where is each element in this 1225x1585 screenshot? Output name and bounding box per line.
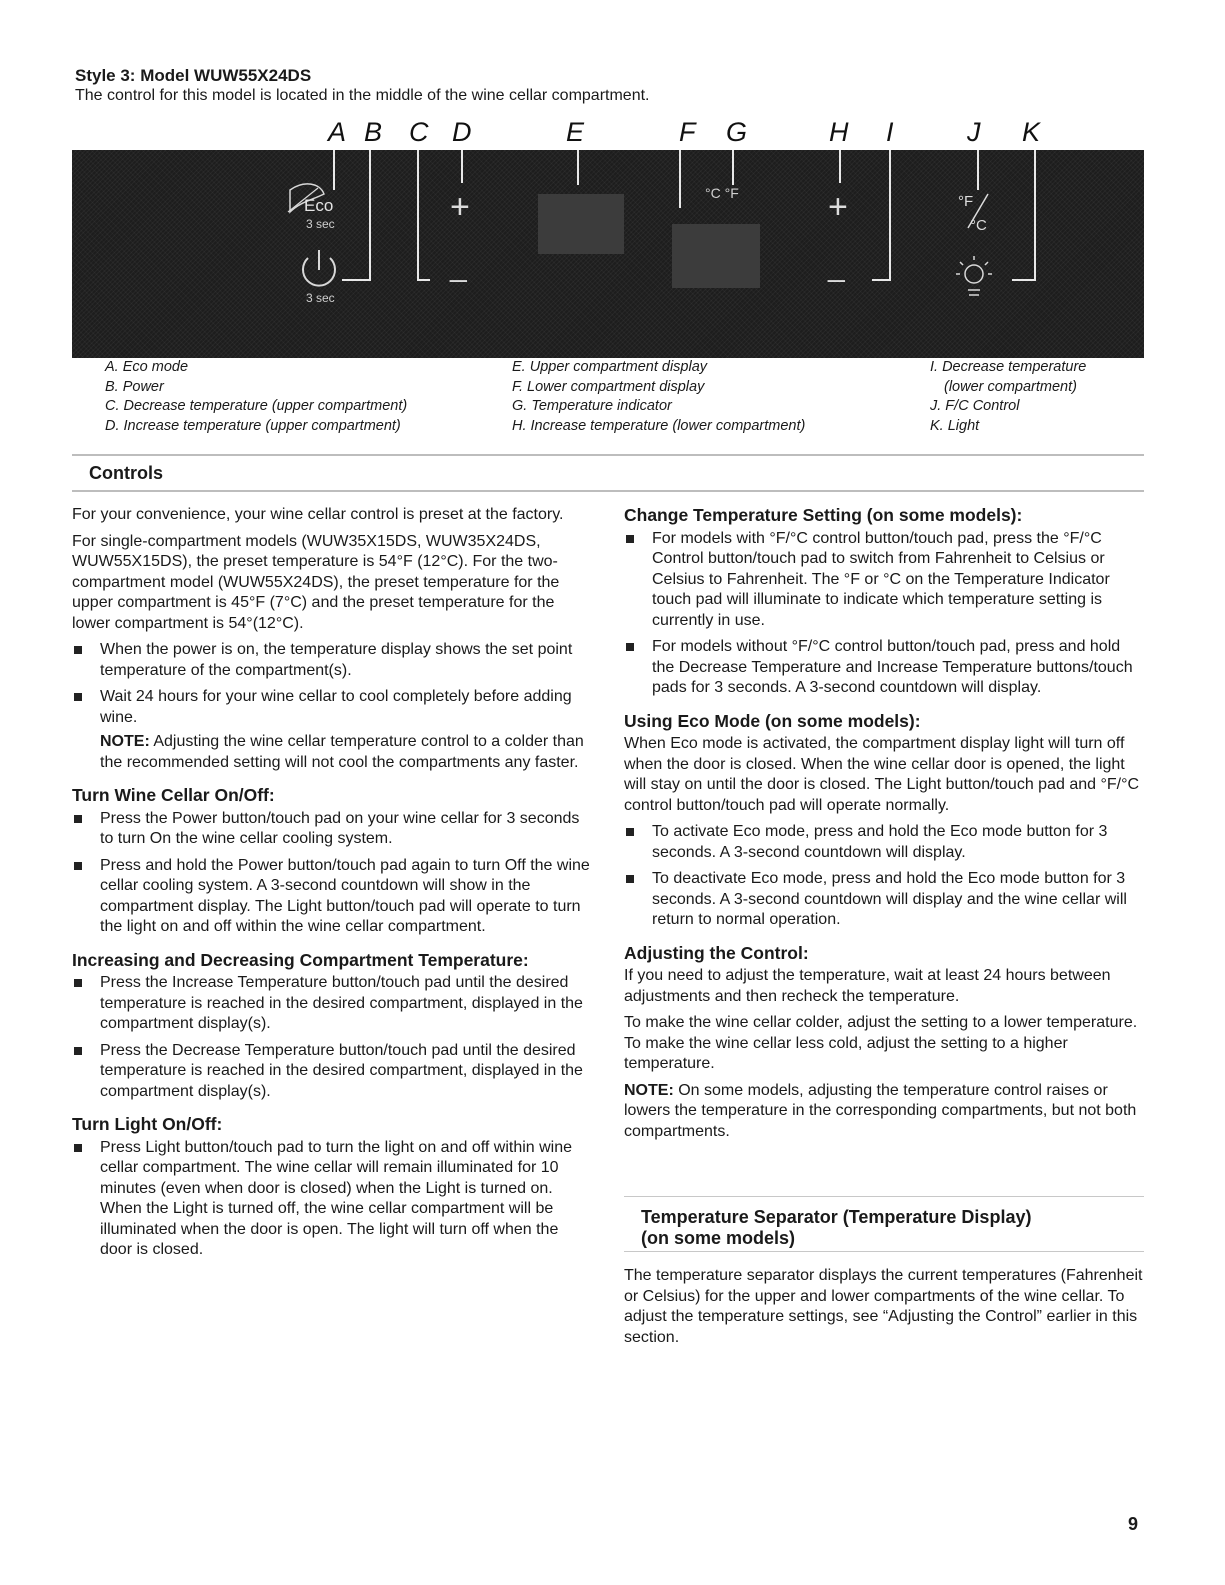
list-item: For models with °F/°C control button/touch pad, press the °F/°C Control button/touch pad to switch from Fahrenheit to Celsius or Celsius to Fahrenheit. The °F or °C on the Temperature Indicator touch pad will illuminate to indicate which temperature setting is currently in use. xyxy=(624,529,1144,632)
list-item: Wait 24 hours for your wine cellar to cool completely before adding wine. xyxy=(72,687,592,728)
note-text: Adjusting the wine cellar temperature control to a colder than the recommended setting will not cool the compartments any faster. xyxy=(100,733,584,771)
left-column xyxy=(72,505,592,1267)
subhead-adjusting: Adjusting the Control: xyxy=(624,942,809,963)
upper-decrease-minus-icon: _ xyxy=(450,250,467,283)
list-item: For models without °F/°C control button/touch pad, press and hold the Decrease Temperature and Increase Temperature buttons/touch pads for 3 seconds. A 3-second countdown will display. xyxy=(624,637,1144,699)
callout-line-b xyxy=(342,150,370,280)
intro-paragraph-2: For single-compartment models (WUW35X15DS, WUW35X24DS, WUW55X15DS), the preset temperature is 54°F (12°C). For the two-compartment model (WUW55X24DS), the preset temperature for the upper compartment is 45°F (7°C) and the preset temperature for the lower compartment is 54°(12°C). xyxy=(72,532,560,632)
callout-line-i xyxy=(872,150,890,280)
legend-item-e: E. Upper compartment display xyxy=(512,359,708,375)
callout-letter-h: H xyxy=(829,117,849,147)
lower-decrease-minus-icon: _ xyxy=(828,250,845,283)
list-item: Press Light button/touch pad to turn the light on and off within wine cellar compartment. The wine cellar will remain illuminated for 10 minutes (even when door is closed) when the Light is turned on. When the Light is turned off, the wine cellar compartment will be illuminated when the door is open. The light will turn off when the door is closed. xyxy=(72,1138,592,1261)
separator-title-line-1: Temperature Separator (Temperature Display) xyxy=(641,1207,1032,1227)
legend-column-2 xyxy=(512,358,805,436)
subhead-light: Turn Light On/Off: xyxy=(72,1114,223,1134)
list-item: Press the Decrease Temperature button/touch pad until the desired temperature is reached in the desired compartment, displayed in the compartment display(s). xyxy=(72,1041,592,1103)
legend-item-b: B. Power xyxy=(105,378,164,395)
separator-title-line-2: (on some models) xyxy=(641,1228,796,1248)
callout-letter-c: C xyxy=(409,117,429,147)
legend-item-a: A. Eco mode xyxy=(105,359,189,375)
separator-rule-top xyxy=(624,1196,1144,1197)
callout-letter-b: B xyxy=(364,117,383,147)
separator-rule-bottom xyxy=(624,1251,1144,1252)
legend-item-f: F. Lower compartment display xyxy=(512,378,705,395)
separator-paragraph: The temperature separator displays the current temperatures (Fahrenheit or Celsius) for the upper and lower compartments of the wine cellar. To adjust the temperature settings, see “Adjusting the Control” earlier in this section. xyxy=(624,1267,1143,1346)
light-bullets xyxy=(72,1138,592,1261)
list-item: Press the Increase Temperature button/touch pad until the desired temperature is reached in the desired compartment, displayed in the compartment display(s). xyxy=(72,973,592,1035)
callout-letter-d: D xyxy=(452,117,472,147)
callout-line-k xyxy=(1012,150,1035,280)
light-bulb-icon xyxy=(956,256,992,295)
preset-bullets xyxy=(72,640,592,728)
temperature-indicator-label: °C °F xyxy=(705,185,739,201)
callout-line-c xyxy=(418,150,430,280)
legend-item-k: K. Light xyxy=(930,417,980,434)
list-item: To deactivate Eco mode, press and hold the Eco mode button for 3 seconds. A 3-second countdown will display and the wine cellar will return to normal operation. xyxy=(624,869,1144,931)
style-title: Style 3: Model WUW55X24DS xyxy=(75,66,312,85)
control-panel-drawing xyxy=(72,150,1144,358)
subhead-change-temperature: Change Temperature Setting (on some models): xyxy=(624,505,1023,525)
upper-increase-plus-icon: + xyxy=(450,188,470,226)
list-item: Press and hold the Power button/touch pad again to turn Off the wine cellar cooling system. A 3-second countdown will show in the compartment display. The Light button/touch pad will operate to turn the light on and off within the wine cellar compartment. xyxy=(72,856,592,938)
right-column xyxy=(624,505,1144,1148)
list-item: When the power is on, the temperature display shows the set point temperature of the compartment(s). xyxy=(72,640,592,681)
control-panel-photo xyxy=(72,150,1144,358)
callout-letters xyxy=(0,117,1225,147)
eco-paragraph: When Eco mode is activated, the compartment display light will turn off when the door is closed. When the wine cellar door is opened, the light will stay on until the door is closed. The Light button/touch pad and °F/°C control button/touch pad will operate normally. xyxy=(624,735,1140,814)
list-item: Press the Power button/touch pad on your wine cellar for 3 seconds to turn On the wine cellar cooling system. xyxy=(72,809,592,850)
change-bullets xyxy=(624,529,1144,699)
legend-item-c: C. Decrease temperature (upper compartment) xyxy=(105,398,408,414)
section-title: Controls xyxy=(89,463,163,483)
legend-item-h: H. Increase temperature (lower compartment) xyxy=(512,417,806,434)
callout-letter-j: J xyxy=(967,117,981,147)
intro-paragraph-1: For your convenience, your wine cellar control is preset at the factory. xyxy=(72,506,564,523)
svg-text:°F: °F xyxy=(958,193,974,210)
legend-column-1 xyxy=(105,358,407,436)
legend-item-g: G. Temperature indicator xyxy=(512,398,672,414)
style-intro: The control for this model is located in the middle of the wine cellar compartment. xyxy=(75,87,650,104)
lower-increase-plus-icon: + xyxy=(828,188,848,226)
power-time-label: 3 sec xyxy=(306,291,335,305)
callout-letter-a: A xyxy=(328,117,347,147)
adjust-paragraph-1: If you need to adjust the temperature, wait at least 24 hours between adjustments and then recheck the temperature. xyxy=(624,967,1111,1005)
eco-time-label: 3 sec xyxy=(306,217,335,231)
fc-control-icon xyxy=(958,193,988,234)
legend-item-i-cont: (lower compartment) xyxy=(944,378,1077,395)
adjust-paragraph-2: To make the wine cellar colder, adjust the setting to a lower temperature. To make the wine cellar less cold, adjust the setting to a higher temperature. xyxy=(624,1014,1138,1072)
eco-bullets xyxy=(624,822,1144,931)
note-block xyxy=(72,732,592,773)
svg-text:°C: °C xyxy=(970,217,987,234)
page-number: 9 xyxy=(1128,1514,1139,1534)
on-off-bullets xyxy=(72,809,592,938)
adjust-note-text: On some models, adjusting the temperature control raises or lowers the temperature in the corresponding compartments, but not both compartments. xyxy=(624,1081,1137,1140)
upper-compartment-display xyxy=(538,194,624,254)
legend-item-d: D. Increase temperature (upper compartment) xyxy=(105,417,401,434)
temperature-bullets xyxy=(72,973,592,1102)
adjust-note-label: NOTE: xyxy=(624,1081,674,1099)
subhead-temperature: Increasing and Decreasing Compartment Temperature: xyxy=(72,949,529,970)
subhead-on-off: Turn Wine Cellar On/Off: xyxy=(72,785,275,805)
callout-letter-k: K xyxy=(1022,117,1041,147)
callout-letter-i: I xyxy=(886,117,894,147)
subhead-eco-mode: Using Eco Mode (on some models): xyxy=(624,710,921,731)
legend-item-i: I. Decrease temperature xyxy=(930,359,1087,375)
callout-letter-f: F xyxy=(679,117,696,147)
separator-section-title xyxy=(641,1207,1031,1249)
legend-column-3 xyxy=(930,358,1086,436)
eco-label: Eco xyxy=(304,196,334,215)
note-label: NOTE: xyxy=(100,733,150,750)
section-rule-top xyxy=(72,454,1144,456)
section-rule-bottom xyxy=(72,490,1144,492)
list-item: To activate Eco mode, press and hold the Eco mode button for 3 seconds. A 3-second countdown will display. xyxy=(624,822,1144,863)
callout-letter-g: G xyxy=(726,117,748,147)
adjust-note xyxy=(624,1081,1144,1143)
legend-item-j: J. F/C Control xyxy=(930,398,1020,414)
power-icon xyxy=(303,250,335,286)
callout-letter-e: E xyxy=(566,117,585,147)
lower-compartment-display xyxy=(672,224,760,288)
